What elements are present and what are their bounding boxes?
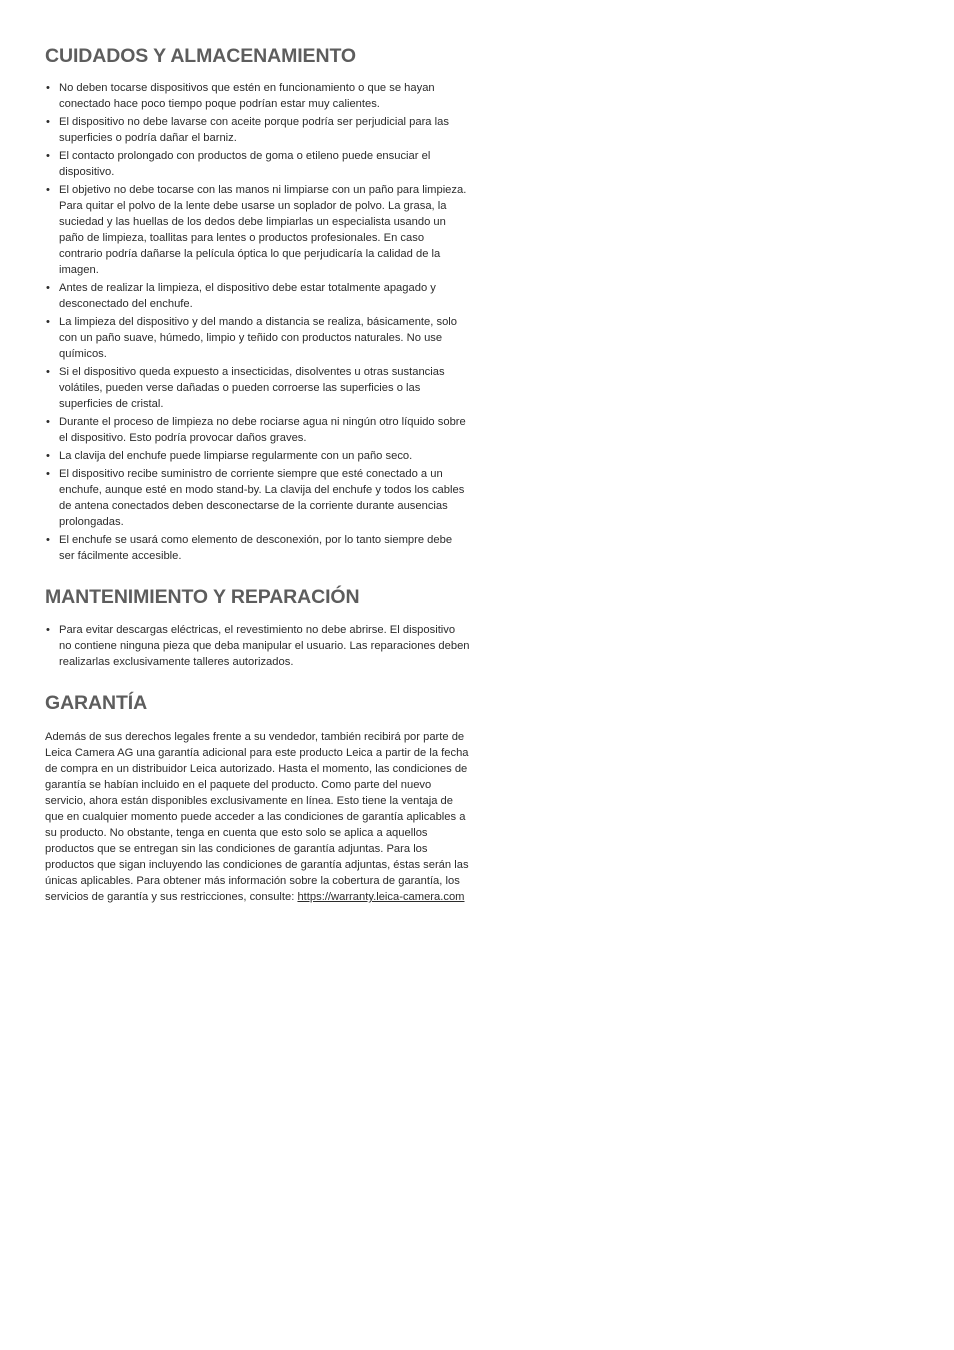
text-column	[45, 44, 470, 905]
care-storage-list	[45, 80, 470, 564]
list-item: • Para evitar descargas eléctricas, el revestimiento no debe abrirse. El dispositivo no contiene ninguna pieza que deba manipular el usuario. Las reparaciones deben realizarlas exclusivamente talleres autorizados.	[46, 624, 470, 668]
bullet-icon: •	[46, 116, 50, 128]
maintenance-repair-list	[45, 622, 470, 670]
list-item: • El objetivo no debe tocarse con las manos ni limpiarse con un paño para limpieza. Para quitar el polvo de la lente debe usarse un soplador de polvo. La grasa, la suciedad y las huellas de los dedos debe limpiarlas un especialista usando un paño de limpieza, toallitas para lentes o productos profesionales. En caso contrario podría dañarse la película óptica lo que perjudicaría la calidad de la imagen.	[46, 184, 467, 276]
section-heading-maintenance-repair: MANTENIMIENTO Y REPARACIÓN	[45, 586, 360, 608]
list-item: • La limpieza del dispositivo y del mando a distancia se realiza, básicamente, solo con un paño suave, húmedo, limpio y teñido con productos naturales. No use químicos.	[46, 316, 457, 360]
list-item: • El dispositivo recibe suministro de corriente siempre que esté conectado a un enchufe, aunque esté en modo stand-by. La clavija del enchufe y todos los cables de antena conectados deben desconectarse de la corriente durante ausencias prolongadas.	[46, 468, 465, 528]
section-heading-care-storage: CUIDADOS Y ALMACENAMIENTO	[45, 45, 356, 67]
bullet-icon: •	[46, 534, 50, 546]
bullet-icon: •	[46, 624, 50, 636]
list-item: • Durante el proceso de limpieza no debe rociarse agua ni ningún otro líquido sobre el dispositivo. Esto podría provocar daños graves.	[46, 416, 466, 444]
bullet-icon: •	[46, 416, 50, 428]
list-item: • No deben tocarse dispositivos que estén en funcionamiento o que se hayan conectado hace poco tiempo poque podrían estar muy calientes.	[46, 82, 435, 110]
warranty-link[interactable]: https://warranty.leica-camera.com	[297, 891, 465, 903]
list-item: • El dispositivo no debe lavarse con aceite porque podría ser perjudicial para las superficies o podría dañar el barniz.	[46, 116, 449, 144]
list-item: • El contacto prolongado con productos de goma o etileno puede ensuciar el dispositivo.	[46, 150, 431, 178]
bullet-icon: •	[46, 450, 50, 462]
bullet-icon: •	[46, 282, 50, 294]
list-item: • Si el dispositivo queda expuesto a insecticidas, disolventes u otras sustancias volátiles, pueden verse dañadas o pueden corroerse las superficies o las superficies de cristal.	[46, 366, 445, 410]
bullet-icon: •	[46, 82, 50, 94]
list-item: • El enchufe se usará como elemento de desconexión, por lo tanto siempre debe ser fácilmente accesible.	[46, 534, 453, 562]
section-maintenance-repair	[45, 585, 470, 670]
section-care-storage	[45, 44, 470, 564]
bullet-icon: •	[46, 316, 50, 328]
list-item: • Antes de realizar la limpieza, el dispositivo debe estar totalmente apagado y desconectado del enchufe.	[46, 282, 436, 310]
bullet-icon: •	[46, 150, 50, 162]
section-heading-warranty: GARANTÍA	[45, 692, 148, 714]
bullet-icon: •	[46, 184, 50, 196]
bullet-icon: •	[46, 468, 50, 480]
section-warranty	[45, 691, 470, 905]
list-item: • La clavija del enchufe puede limpiarse regularmente con un paño seco.	[46, 450, 413, 462]
warranty-paragraph: Además de sus derechos legales frente a su vendedor, también recibirá por parte de Leica Camera AG una garantía adicional para este producto Leica a partir de la fecha de compra en un distribuidor Leica autorizado. Hasta el momento, las condiciones de garantía se habían incluido en el paquete del producto. Como parte del nuevo servicio, ahora están disponibles exclusivamente en línea. Esto tiene la ventaja de que en cualquier momento puede acceder a las condiciones de garantía aplicables a su producto. No obstante, tenga en cuenta que esto solo se aplica a aquellos productos que se entregan sin las condiciones de garantía adjuntas. Para los productos que sigan incluyendo las condiciones de garantía adjuntas, éstas serán las únicas aplicables. Para obtener más información sobre la cobertura de garantía, los servicios de garantía y sus restricciones, consulte: https://warranty.leica-camera.com	[45, 731, 469, 903]
bullet-icon: •	[46, 366, 50, 378]
